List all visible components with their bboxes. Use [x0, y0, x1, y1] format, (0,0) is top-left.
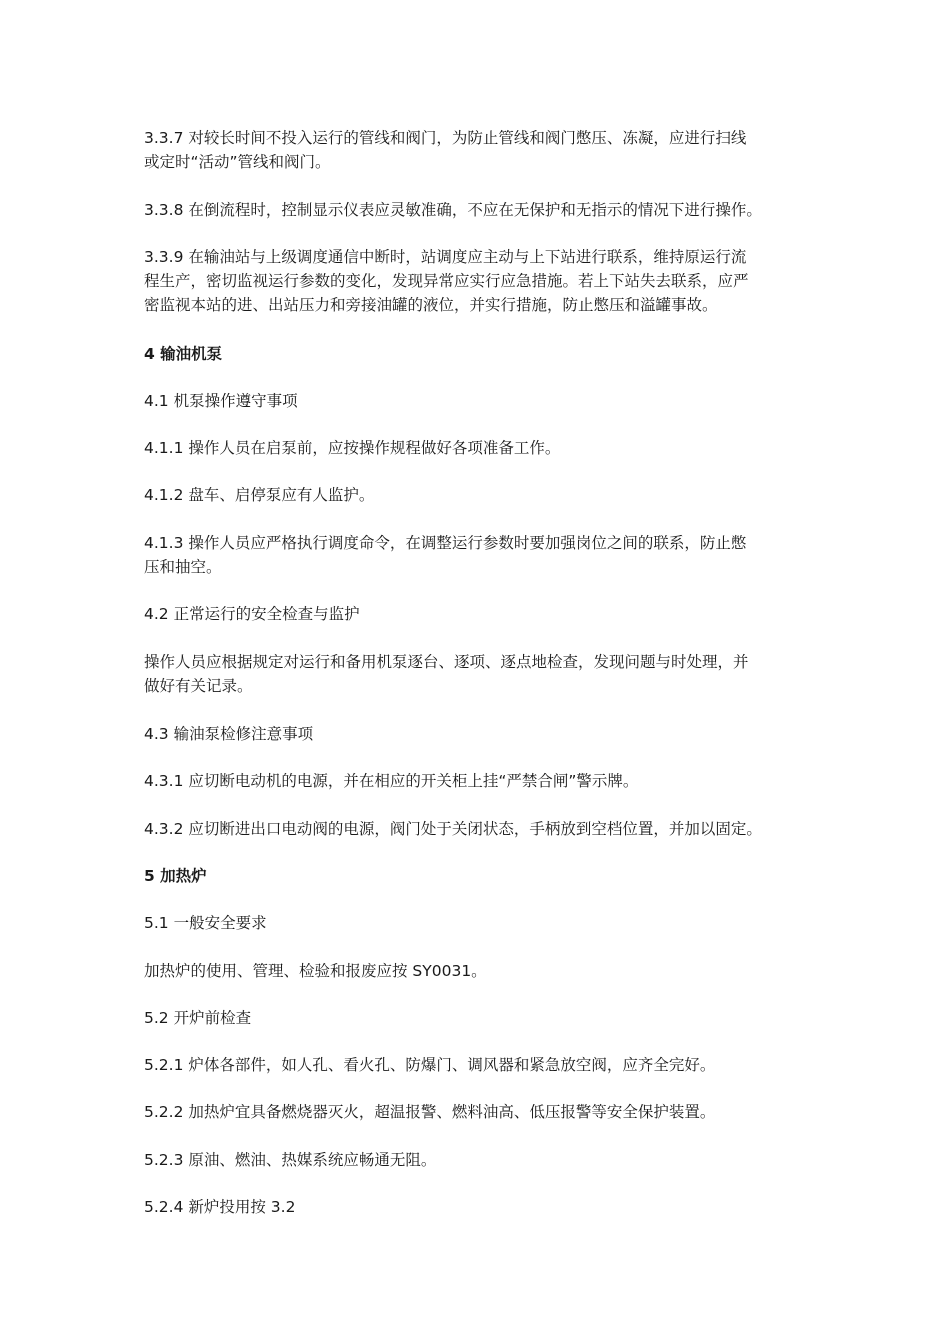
paragraph-3-3-9 — [144, 245, 812, 317]
text-line: 5.1 一般安全要求 — [144, 914, 267, 932]
text-line: 4.1.1 操作人员在启泵前，应按操作规程做好各项准备工作。 — [144, 439, 561, 457]
text-line: 加热炉的使用、管理、检验和报废应按 SY0031。 — [144, 962, 487, 980]
text-line: 密监视本站的进、出站压力和旁接油罐的液位，并实行措施，防止憋压和溢罐事故。 — [144, 296, 718, 314]
paragraph-4-3-2 — [144, 817, 812, 841]
heading-4-3 — [144, 722, 812, 746]
heading-section-4 — [144, 342, 812, 366]
text-line: 4.1.3 操作人员应严格执行调度命令，在调整运行参数时要加强岗位之间的联系，防止憋 — [144, 534, 747, 552]
heading-section-5 — [144, 864, 812, 888]
text-line: 操作人员应根据规定对运行和备用机泵逐台、逐项、逐点地检查，发现问题与时处理，并 — [144, 653, 749, 671]
text-line: 5.2.3 原油、燃油、热媒系统应畅通无阻。 — [144, 1151, 437, 1169]
text-line: 3.3.8 在倒流程时，控制显示仪表应灵敏准确，不应在无保护和无指示的情况下进行操作。 — [144, 201, 762, 219]
text-line: 或定时“活动”管线和阀门。 — [144, 153, 331, 171]
paragraph-5-1-body — [144, 959, 812, 983]
heading-text: 4 输油机泵 — [144, 345, 223, 363]
heading-4-2 — [144, 602, 812, 626]
text-line: 3.3.9 在输油站与上级调度通信中断时，站调度应主动与上下站进行联系，维持原运行流 — [144, 248, 747, 266]
text-line: 4.1.2 盘车、启停泵应有人监护。 — [144, 486, 375, 504]
paragraph-4-1-2 — [144, 483, 812, 507]
paragraph-5-2-4 — [144, 1195, 812, 1219]
heading-text: 5 加热炉 — [144, 867, 207, 885]
text-line: 4.3 输油泵检修注意事项 — [144, 725, 314, 743]
paragraph-3-3-8 — [144, 198, 812, 222]
text-line: 做好有关记录。 — [144, 677, 253, 695]
text-line: 5.2 开炉前检查 — [144, 1009, 252, 1027]
text-line: 3.3.7 对较长时间不投入运行的管线和阀门，为防止管线和阀门憋压、冻凝，应进行扫线 — [144, 129, 747, 147]
heading-4-1 — [144, 389, 812, 413]
paragraph-4-1-1 — [144, 436, 812, 460]
text-line: 压和抽空。 — [144, 558, 222, 576]
text-line: 4.1 机泵操作遵守事项 — [144, 392, 298, 410]
heading-5-2 — [144, 1006, 812, 1030]
paragraph-5-2-1 — [144, 1053, 812, 1077]
paragraph-5-2-2 — [144, 1100, 812, 1124]
text-line: 5.2.1 炉体各部件，如人孔、看火孔、防爆门、调风器和紧急放空阀，应齐全完好。 — [144, 1056, 716, 1074]
text-line: 4.2 正常运行的安全检查与监护 — [144, 605, 360, 623]
text-line: 程生产，密切监视运行参数的变化，发现异常应实行应急措施。若上下站失去联系，应严 — [144, 272, 749, 290]
paragraph-3-3-7 — [144, 126, 812, 174]
paragraph-4-1-3 — [144, 531, 812, 579]
text-line: 4.3.1 应切断电动机的电源，并在相应的开关柜上挂“严禁合闸”警示牌。 — [144, 772, 639, 790]
paragraph-5-2-3 — [144, 1148, 812, 1172]
heading-5-1 — [144, 911, 812, 935]
text-line: 5.2.2 加热炉宜具备燃烧器灭火，超温报警、燃料油高、低压报警等安全保护装置。 — [144, 1103, 716, 1121]
paragraph-4-3-1 — [144, 769, 812, 793]
text-line: 5.2.4 新炉投用按 3.2 — [144, 1198, 296, 1216]
text-line: 4.3.2 应切断进出口电动阀的电源，阀门处于关闭状态，手柄放到空档位置，并加以固定。 — [144, 820, 762, 838]
paragraph-4-2-body — [144, 650, 812, 698]
